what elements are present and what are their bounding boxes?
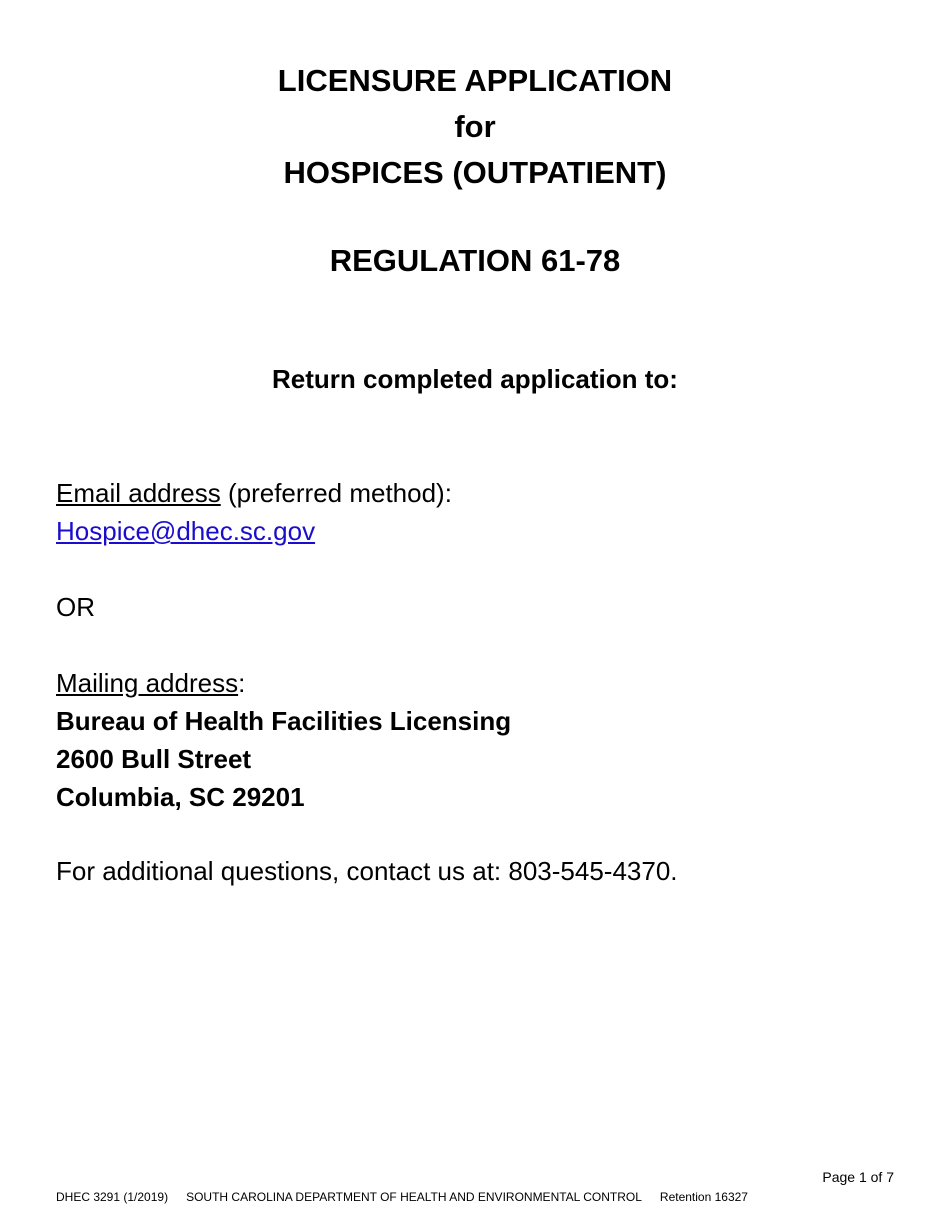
or-text: OR bbox=[56, 592, 95, 622]
return-heading: Return completed application to: bbox=[272, 364, 678, 394]
mailing-label-suffix: : bbox=[238, 668, 246, 698]
email-section bbox=[56, 474, 452, 550]
page-number: Page 1 of 7 bbox=[822, 1169, 894, 1185]
regulation-heading: REGULATION 61-78 bbox=[329, 243, 621, 278]
email-label-suffix: (preferred method): bbox=[220, 478, 452, 508]
footer-form-id: DHEC 3291 (1/2019) bbox=[56, 1190, 169, 1204]
title-line-1: LICENSURE APPLICATION bbox=[277, 63, 673, 98]
footer-department: SOUTH CAROLINA DEPARTMENT OF HEALTH AND ENVIRONMENTAL CONTROL bbox=[186, 1190, 642, 1204]
email-label-line bbox=[56, 474, 452, 512]
mailing-label: Mailing address bbox=[56, 668, 239, 698]
email-label: Email address bbox=[56, 478, 221, 508]
email-link[interactable]: Hospice@dhec.sc.gov bbox=[56, 516, 316, 546]
mailing-address-line-1: Bureau of Health Facilities Licensing bbox=[56, 706, 512, 736]
mailing-address-line-3: Columbia, SC 29201 bbox=[56, 782, 305, 812]
contact-text: For additional questions, contact us at: 803-545-4370. bbox=[56, 856, 678, 886]
mailing-section bbox=[56, 664, 511, 816]
footer-retention: Retention 16327 bbox=[659, 1190, 748, 1204]
mailing-address-line-2: 2600 Bull Street bbox=[56, 744, 252, 774]
mailing-label-line bbox=[56, 664, 511, 702]
page-footer bbox=[56, 1189, 748, 1205]
title-line-3: HOSPICES (OUTPATIENT) bbox=[283, 155, 667, 190]
title-line-2: for bbox=[454, 109, 496, 144]
document-title bbox=[0, 58, 950, 196]
